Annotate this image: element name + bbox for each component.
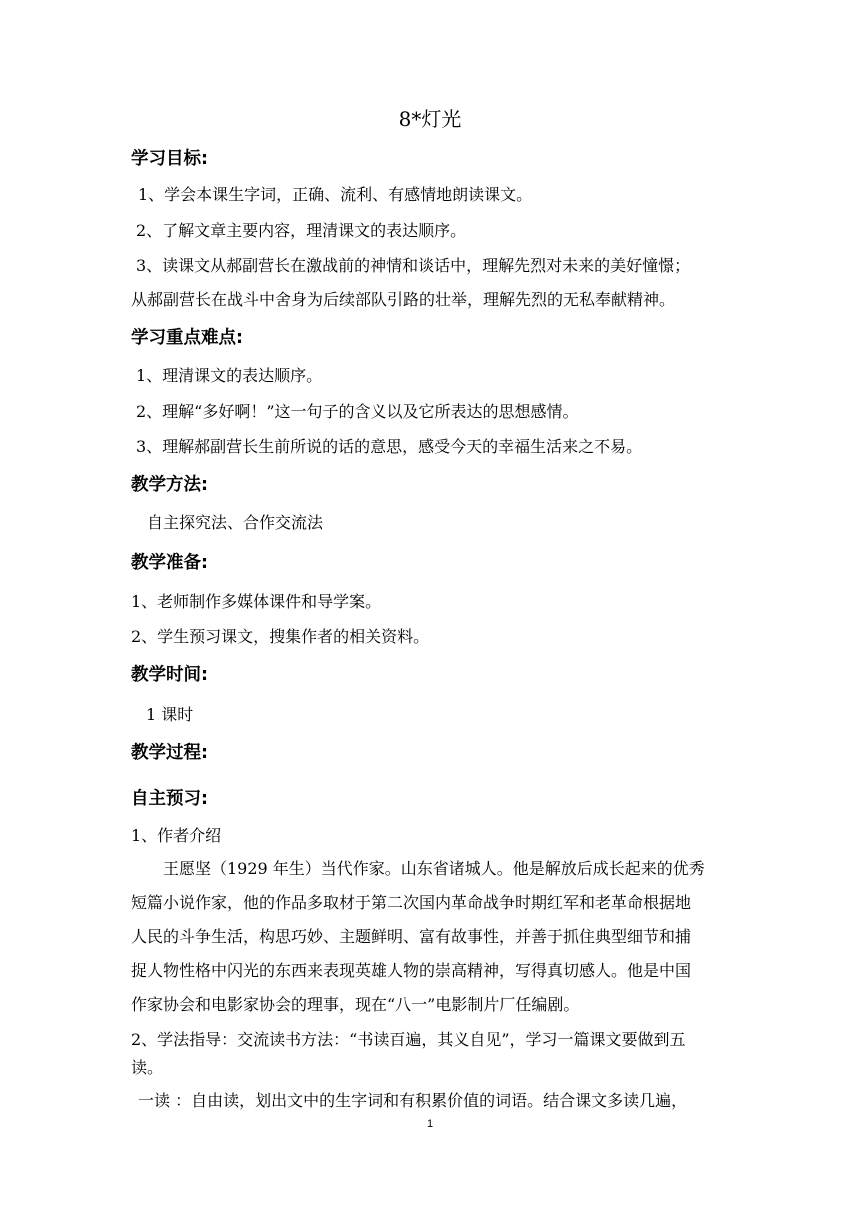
- author-paragraph-line: 捉人物性格中闪光的东西来表现英雄人物的崇高精神，写得真切感人。他是中国: [131, 961, 692, 980]
- author-item-heading: 1、作者介绍: [131, 826, 222, 845]
- author-paragraph-line: 作家协会和电影家协会的理事，现在“八一”电影制片厂任编剧。: [131, 995, 580, 1014]
- key-item-3: 3、理解郝副营长生前所说的话的意思，感受今天的幸福生活来之不易。: [136, 437, 643, 456]
- page-number: 1: [426, 1118, 434, 1130]
- goal-item-1: 1、学会本课生字词，正确、流利、有感情地朗读课文。: [138, 185, 533, 204]
- prep-item-1: 1、老师制作多媒体课件和导学案。: [131, 592, 382, 611]
- key-points-heading: 学习重点难点:: [131, 328, 243, 348]
- author-paragraph-line: 人民的斗争生活，构思巧妙、主题鲜明、富有故事性，并善于抓住典型细节和捕: [131, 927, 692, 946]
- time-heading: 教学时间:: [131, 665, 208, 685]
- method-heading: 教学方法:: [131, 475, 208, 495]
- process-heading: 教学过程:: [131, 743, 208, 763]
- page-title: 8*灯光: [398, 107, 462, 131]
- goal-item-3-line-1: 3、读课文从郝副营长在激战前的神情和谈话中，理解先烈对未来的美好憧憬；: [136, 256, 691, 275]
- read-step-1: 一读 ：自由读，划出文中的生字词和有积累价值的词语。结合课文多读几遍，: [138, 1091, 688, 1110]
- goal-item-3-line-2: 从郝副营长在战斗中舍身为后续部队引路的壮举，理解先烈的无私奉献精神。: [131, 290, 676, 309]
- guide-line-2: 读。: [131, 1058, 164, 1077]
- key-item-1: 1、理清课文的表达顺序。: [136, 366, 323, 385]
- key-item-2: 2、理解“多好啊！”这一句子的含义以及它所表达的思想感情。: [136, 402, 579, 421]
- method-item: 自主探究法、合作交流法: [147, 513, 324, 532]
- author-paragraph-line: 短篇小说作家，他的作品多取材于第二次国内革命战争时期红军和老革命根据地: [131, 893, 692, 912]
- goal-item-2: 2、了解文章主要内容，理清课文的表达顺序。: [136, 221, 467, 240]
- guide-line-1: 2、学法指导：交流读书方法：“书读百遍，其义自见”，学习一篇课文要做到五: [131, 1030, 686, 1049]
- prep-item-2: 2、学生预习课文，搜集作者的相关资料。: [131, 627, 430, 646]
- time-item: 1 课时: [146, 705, 194, 724]
- prep-heading: 教学准备:: [131, 553, 208, 573]
- preview-heading: 自主预习:: [131, 789, 208, 809]
- goals-heading: 学习目标:: [131, 149, 208, 169]
- author-paragraph-line: 王愿坚（1929 年生）当代作家。山东省诸城人。他是解放后成长起来的优秀: [163, 859, 705, 878]
